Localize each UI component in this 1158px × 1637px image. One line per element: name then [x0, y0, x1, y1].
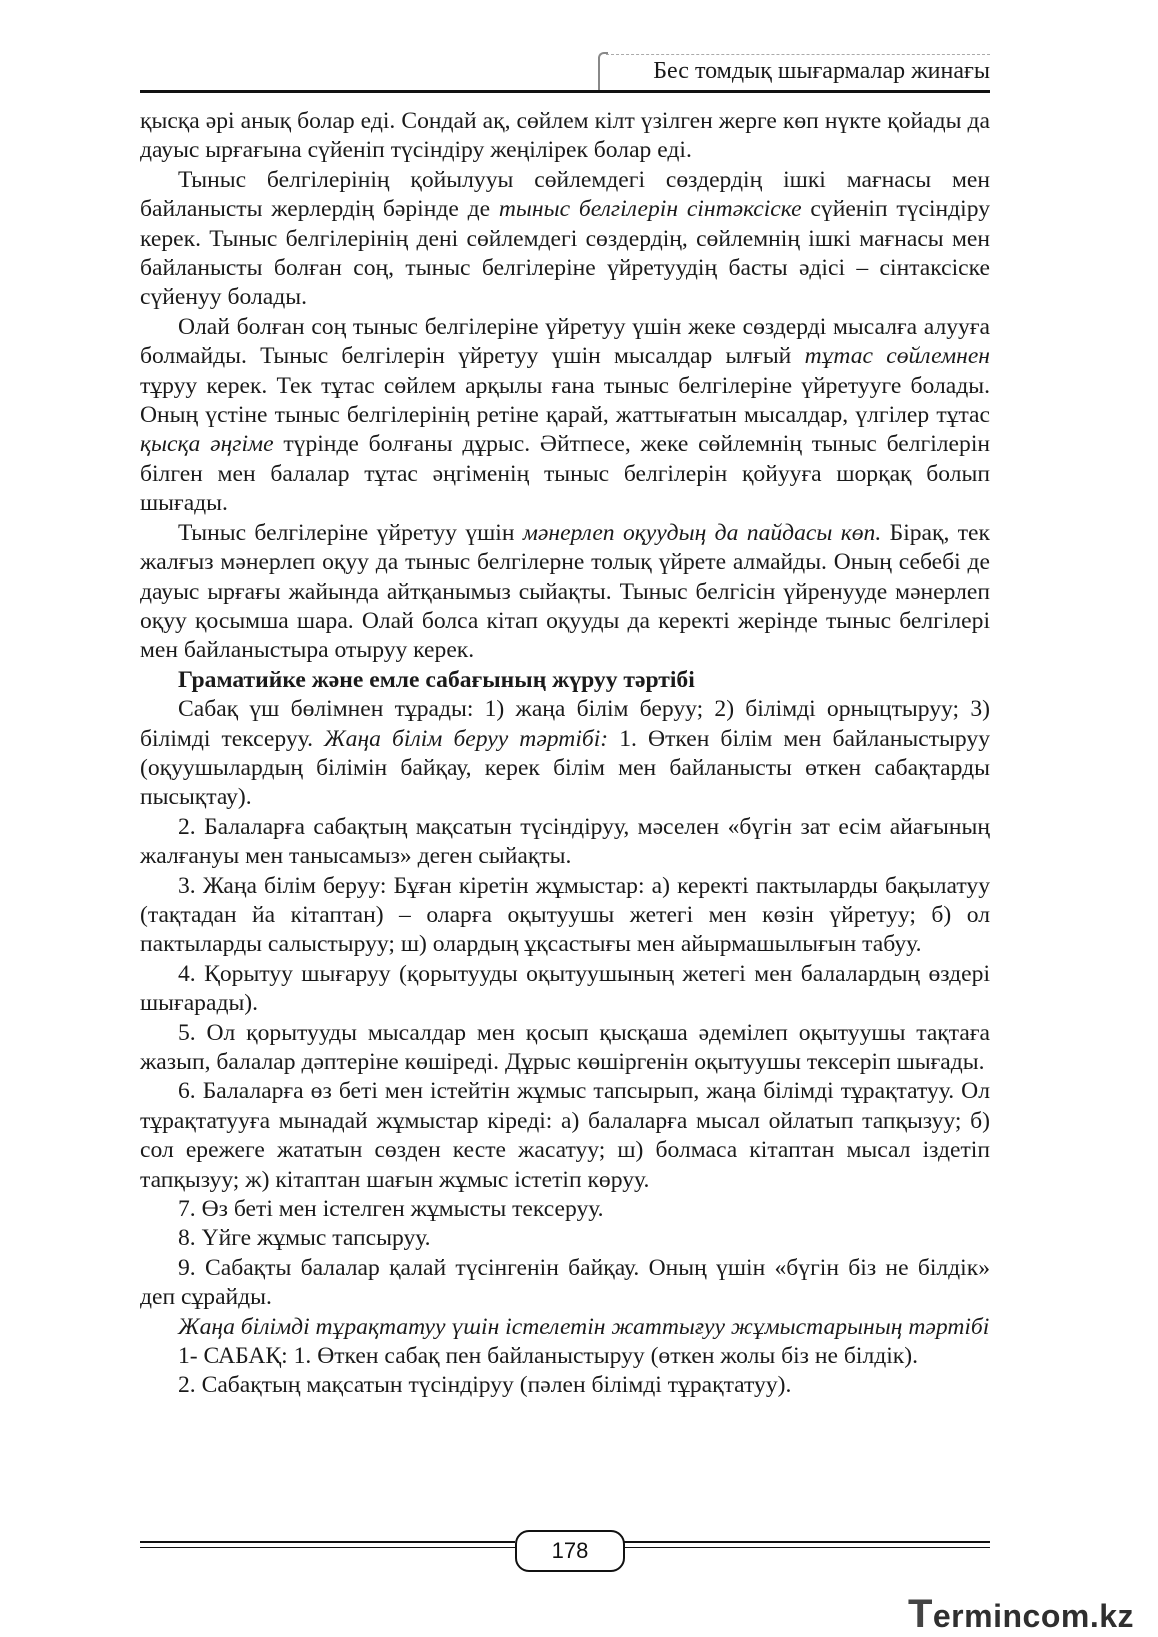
footer-rule-right-thin: [621, 1547, 990, 1548]
section-heading: [140, 666, 990, 695]
text-run: 2. Сабақтың мақсатын түсіндіруу (пәлен білімді тұрақтатуу).: [178, 1372, 792, 1399]
text-run: түрінде болғаны дұрыс. Әйтпесе, жеке сөйлемнің тыныс белгілерін білген мен балалар тұтас әңгіменің тыныс белгілерін қойууға шорқақ болып шығады.: [140, 431, 990, 517]
paragraph: [140, 695, 990, 813]
running-header: Бес томдық шығармалар жинағы: [653, 58, 990, 84]
text-run: қысқа әрі анық болар еді. Сондай ақ, сөйлем кілт үзілген жерге көп нүкте қойады да дауыс ырғағына сүйеніп түсіндіру жеңілірек болар еді.: [140, 108, 990, 164]
text-run: 8. Үйге жұмыс тапсыруу.: [178, 1225, 431, 1252]
text-run: Тыныс белгілеріне үйретуу үшін: [178, 519, 523, 546]
italic-phrase: тыныс белгілерін сінтәксіске: [498, 196, 802, 223]
paragraph: [140, 1195, 990, 1224]
italic-phrase: Жаңа білімді тұрақтатуу үшін істелетін жаттығуу жұмыстарының тәртібі: [178, 1313, 990, 1340]
text-run: 9. Сабақты балалар қалай түсінгенін байқау. Оның үшін «бүгін біз не білдік» деп сұрайды.: [140, 1254, 990, 1311]
header-dashed-line: [606, 54, 990, 55]
paragraph: [140, 519, 990, 666]
text-run: 1. Өткен білім мен байланыстыруу (оқуушылардың білімін байқау, керек білім мен байланысты өткен сабақтарды пысықтау).: [140, 725, 990, 811]
header-ornament: [598, 52, 608, 90]
body-text: [140, 107, 990, 1401]
footer-rule-right: [621, 1541, 990, 1543]
paragraph: [140, 1019, 990, 1078]
paragraph: [140, 1313, 990, 1342]
paragraph: [140, 872, 990, 960]
text-run: 6. Балаларға өз беті мен істейтін жұмыс тапсырып, жаңа білімді тұрақтатуу. Ол тұрақтатууға мынадай жұмыстар кіреді: а) балаларға мысал ойлатып тапқызуу; б) сол ережеге жататын сөзден кесте жасатуу; ш) болмаса кітаптан мысал іздетіп тапқызуу; ж) кітаптан шағын жұмыс істетіп көруу.: [140, 1078, 990, 1193]
paragraph: [140, 1371, 990, 1400]
paragraph: [140, 960, 990, 1019]
page-number: 178: [515, 1530, 625, 1572]
paragraph: [140, 1342, 990, 1371]
text-run: тұруу керек. Тек тұтас сөйлем арқылы ғана тыныс белгілеріне үйретууге болады. Оның үстіне тыныс белгілерінің ретіне қарай, жаттығатын мысалдар, үлгілер тұтас: [140, 372, 990, 429]
header-rule: [140, 90, 990, 93]
text-run: 7. Өз беті мен істелген жұмысты тексеруу.: [178, 1196, 604, 1223]
text-run: Олай болған соң тыныс белгілеріне үйретуу үшін жеке сөздерді мысалға алууға болмайды. Тыныс белгілерін үйретуу үшін мысалдар ылғый: [140, 313, 990, 370]
italic-phrase: қысқа әңгіме: [140, 431, 274, 458]
paragraph: [140, 1077, 990, 1195]
text-run: Бірақ, тек жалғыз мәнерлеп оқуу да тыныс белгілерне толық үйрете алмайды. Оның себебі де дауыс ырғағы жайында айтқанымыз сыйақты. Тыныс белгісін үйренууде мәнерлеп оқуу қосымша шара. Олай болса кітап оқууды да керекті жерінде тыныс белгілері мен байланыстыра отыруу керек.: [140, 519, 990, 664]
text-run: 4. Қорытуу шығаруу (қорытууды оқытуушының жетегі мен балалардың өздері шығарады).: [140, 960, 990, 1017]
footer-rule-left-thin: [140, 1547, 515, 1548]
italic-phrase: тұтас сөйлемнен: [804, 343, 991, 370]
text-run: Тыныс белгілерінің қойылууы сөйлемдегі сөздердің ішкі мағнасы мен байланысты жерлердің бәрінде де: [140, 166, 990, 223]
text-run: 3. Жаңа білім беруу: Бұған кіретін жұмыстар: а) керекті пактыларды бақылатуу (тақтадан йа кітаптан) – оларға оқытуушы жетегі мен көзін үйретуу; б) ол пактыларды салыстыруу; ш) олардың ұқсастығы мен айырмашылығын табуу.: [140, 872, 990, 958]
text-run: сүйеніп түсіндіру керек. Тыныс белгілерінің дені сөйлемдегі сөздердің, сөйлемнің ішкі мағнасы мен байланысты болған соң, тыныс белгілеріне үйретуудің басты әдісі – сінтаксіске сүйенуу болады.: [140, 196, 990, 311]
text-run: 2. Балаларға сабақтың мақсатын түсіндіруу, мәселен «бүгін зат есім айағының жалғануы мен танысамыз» деген сыйақты.: [140, 813, 990, 870]
text-run: Граматийке және емле сабағының жүруу тәртібі: [178, 666, 695, 693]
paragraph: [140, 813, 990, 872]
paragraph: [140, 166, 990, 313]
italic-phrase: Жаңа білім беруу тәртібі:: [324, 725, 609, 752]
watermark-logo: Termincom.kz: [907, 1592, 1134, 1636]
text-run: Сабақ үш бөлімнен тұрады: 1) жаңа білім беруу; 2) білімді орныцтыруу; 3) білімді тексеруу.: [140, 696, 990, 752]
italic-phrase: мәнерлеп оқуудың да пайдасы көп.: [522, 519, 882, 546]
paragraph: [140, 1224, 990, 1253]
footer-rule-left: [140, 1541, 515, 1543]
paragraph: [140, 107, 990, 166]
paragraph: [140, 313, 990, 519]
text-run: 5. Ол қорытууды мысалдар мен қосып қысқаша әдемілеп оқытуушы тақтаға жазып, балалар дәптеріне көшіреді. Дұрыс көшіргенін оқытуушы тексеріп шығады.: [140, 1019, 990, 1075]
text-run: 1- САБАҚ: 1. Өткен сабақ пен байланыстыруу (өткен жолы біз не білдік).: [178, 1343, 919, 1370]
paragraph: [140, 1254, 990, 1313]
